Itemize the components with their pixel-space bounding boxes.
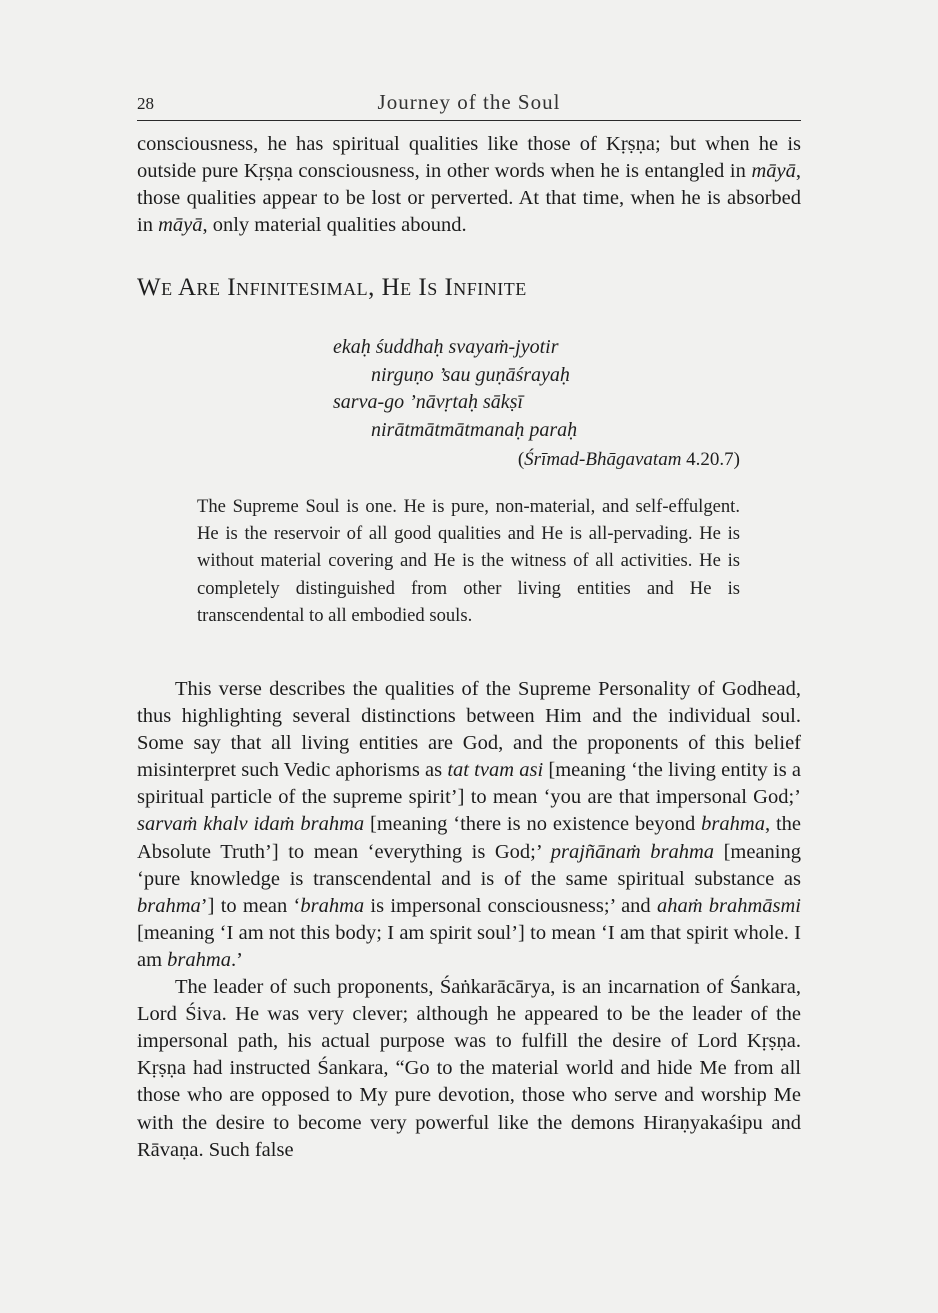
paragraph: The leader of such proponents, Śaṅkarācārya, is an incarnation of Śankara, Lord Śiva. He was very clever; although he appeared to be the leader of the impersonal path, his actual purpose was to fulfill the desire of Lord Kṛṣṇa. Kṛṣṇa had instructed Śankara, “Go to the material world and hide Me from all those who are opposed to My pure devotion, those who serve and worship Me with the desire to become very powerful like the demons Hiraṇyakaśipu and Rāvaṇa. Such false [137,976,801,1161]
running-title: Journey of the Soul [377,90,561,114]
verse-line: sarva-go ’nāvṛtaḥ sākṣī [333,391,523,413]
sanskrit-verse [333,334,753,444]
verse-translation: The Supreme Soul is one. He is pure, non-material, and self-effulgent. He is the reservoir of all good qualities and He is all-pervading. He is without material covering and He is the witness of all activities. He is completely distinguished from other living entities and He is transcendental to all embodied souls. [197,496,740,626]
page-number: 28 [137,94,154,113]
verse-line: nirātmātmātmanaḥ paraḥ [371,418,578,441]
verse-reference: (Śrīmad-Bhāgavatam 4.20.7) [517,449,740,470]
section-heading: We Are Infinitesimal, He Is Infinite [137,274,527,301]
verse-line: ekaḥ śuddhaḥ svayaṁ-jyotir [333,336,559,358]
page-header [137,90,801,121]
intro-paragraph: consciousness, he has spiritual qualities like those of Kṛṣṇa; but when he is outside pure Kṛṣṇa consciousness, in other words when he is entangled in māyā, those qualities appear to be lost or perverted. At that time, when he is absorbed in māyā, only material qualities abound. [137,133,801,237]
verse-line: nirguṇo ’sau guṇāśrayaḥ [371,363,570,386]
paragraph: This verse describes the qualities of the Supreme Personality of Godhead, thus highlighting several distinctions between Him and the individual soul. Some say that all living entities are God, and the proponents of this belief misinterpret such Vedic aphorisms as tat tvam asi [meaning ‘the living entity is a spiritual particle of the supreme spirit’] to mean ‘you are that impersonal God;’ sarvaṁ khalv idaṁ brahma [meaning ‘there is no existence beyond brahma, the Absolute Truth’] to mean ‘everything is God;’ prajñānaṁ brahma [meaning ‘pure knowledge is transcendental and is of the same spiritual substance as brahma’] to mean ‘brahma is impersonal consciousness;’ and ahaṁ brahmāsmi [meaning ‘I am not this body; I am spirit soul’] to mean ‘I am that spirit whole. I am brahma.’ [137,678,802,971]
main-text [137,676,801,1164]
